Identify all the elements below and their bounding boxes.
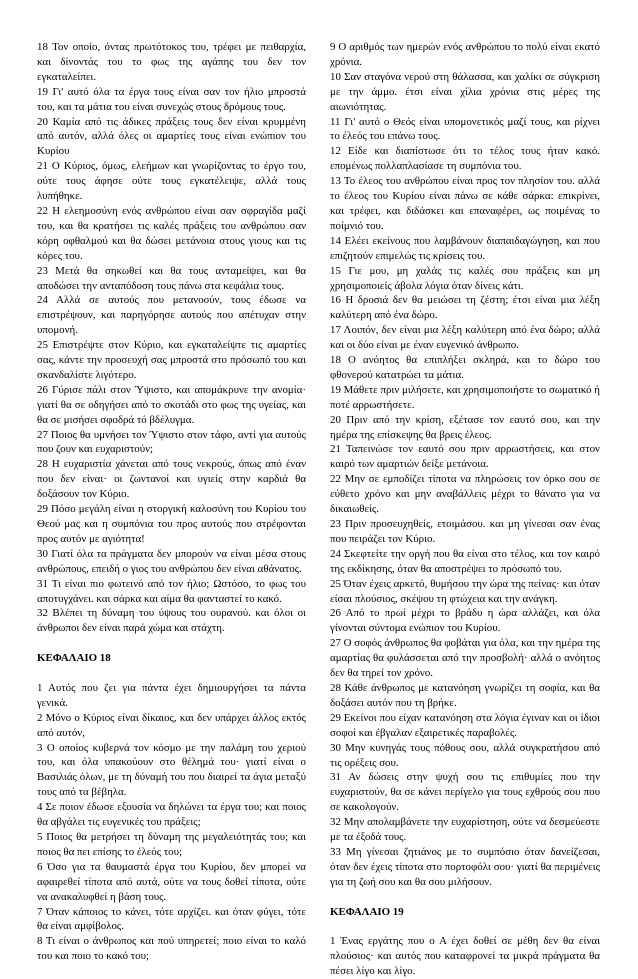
verse-paragraph: 30 Γιατί όλα τα πράγματα δεν μπορούν να είναι μέσα στους ανθρώπους, επειδή ο γιος του ανθρώπου δεν είναι αθάνατος.	[37, 547, 306, 575]
verse-paragraph: 18 Ο ανόητος θα επιπλήξει σκληρά, και το δώρο του φθονερού κατατρώει τα μάτια.	[330, 354, 600, 381]
verse-paragraph: 10 Σαν σταγόνα νερού στη θάλασσα, και χαλίκι σε σύγκριση με την άμμο. έτσι είναι χίλια χρόνια στις μέρες της αιωνιότητας.	[330, 70, 600, 113]
verse-paragraph: 26 Από το πρωί μέχρι το βράδυ η ώρα αλλάζει, και όλα γίνονται σύντομα ενώπιον του Κυρίου.	[330, 607, 600, 635]
verse-paragraph: 30 Μην κυνηγάς τους πόθους σου, αλλά συγκρατήσου από τις ορέξεις σου.	[330, 741, 600, 769]
verse-paragraph: 22 Μην σε εμποδίζει τίποτα να πληρώσεις τον όρκο σου σε εύθετο χρόνο και μην αναβάλλεις μέχρι το θάνατο για να δικαιωθείς.	[330, 473, 600, 516]
verse-paragraph: 20 Πριν από την κρίση, εξέτασε τον εαυτό σου, και την ημέρα της επίσκεψης θα βρεις έλεος.	[330, 413, 600, 441]
chapter-heading: ΚΕΦΑΛΑΙΟ 18	[37, 652, 111, 665]
verse-paragraph: 23 Πριν προσευχηθείς, ετοιμάσου. και μη γίνεσαι σαν ένας που πειράζει τον Κύριο.	[330, 518, 600, 545]
right-column	[330, 40, 600, 979]
verse-paragraph: 28 Η ευχαριστία χάνεται από τους νεκρούς, όπως από έναν που δεν είναι· οι ζωντανοί και υγιείς στην καρδιά θα δοξάσουν τον Κύριο.	[37, 458, 306, 501]
verse-paragraph: 27 Ποιος θα υμνήσει τον Ύψιστο στον τάφο, αντί για αυτούς που ζουν και ευχαριστούν;	[37, 428, 306, 456]
verse-paragraph: 32 Μην απολαμβάνετε την ευχαρίστηση, ούτε να δεσμεύεστε με τα έξοδά τους.	[330, 816, 600, 844]
verse-paragraph: 25 Όταν έχεις αρκετό, θυμήσου την ώρα της πείνας· και όταν είσαι πλούσιος, σκέψου τη φτώχεια και την ανάγκη.	[330, 577, 600, 605]
chapter-heading: ΚΕΦΑΛΑΙΟ 19	[330, 905, 404, 918]
spacer	[330, 919, 600, 934]
verse-paragraph: 12 Είδε και διαπίστωσε ότι το τέλος τους ήταν κακό. επομένως πολλαπλασίασε τη συμπόνια του.	[330, 145, 600, 173]
left-column	[37, 40, 306, 964]
verse-paragraph: 26 Γύρισε πάλι στον Ύψιστο, και απομάκρυνε την ανομία· γιατί θα σε οδηγήσει από το σκοτάδι στο φως της υγείας, και θα σε μισήσει σφοδρά τό βδέλυγμα.	[37, 383, 306, 426]
verse-paragraph: 1 Ένας εργάτης που ο Α έχει δοθεί σε μέθη δεν θα είναι πλούσιος· και αυτός που καταφρονεί τα μικρά πράγματα θα πέσει λίγο και λίγο.	[330, 935, 600, 978]
verse-paragraph: 2 Μόνο ο Κύριος είναι δίκαιος, και δεν υπάρχει άλλος εκτός από αυτόν,	[37, 711, 306, 739]
verse-paragraph: 15 Γιε μου, μη χαλάς τις καλές σου πράξεις και μη χρησιμοποιείς άβολα λόγια όταν δίνεις κάτι.	[330, 264, 600, 292]
verse-paragraph: 25 Επιστρέψτε στον Κύριο, και εγκαταλείψτε τις αμαρτίες σας, κάντε την προσευχή σας μπροστά στο πρόσωπό του και σκανδαλίστε λιγότερο.	[37, 339, 306, 381]
spacer	[330, 890, 600, 905]
verse-paragraph: 18 Τον οποίο, όντας πρωτότοκος του, τρέφει με πειθαρχία, και δίνοντάς του το φως της αγάπης του δεν τον εγκαταλείπει.	[37, 41, 306, 83]
verse-paragraph: 21 Ταπεινώσε τον εαυτό σου πριν αρρωστήσεις, και στον καιρό των αμαρτιών δείξε μετάνοια.	[330, 443, 600, 471]
spacer	[37, 636, 306, 651]
verse-paragraph: 22 Η ελεημοσύνη ενός ανθρώπου είναι σαν σφραγίδα μαζί του, και θα κρατήσει τις καλές πράξεις του ανθρώπου σαν κόρη οφθαλμού και θα δώσει μετάνοια στους γιους και τις κόρες του.	[37, 204, 306, 262]
verse-paragraph: 19 Μάθετε πριν μιλήσετε, και χρησιμοποιήστε το σωματικό ή ποτέ αρρωστήσετε.	[330, 383, 600, 411]
verse-paragraph: 31 Τι είναι πιο φωτεινό από τον ήλιο; Ωστόσο, το φως του αποτυγχάνει. και σάρκα και αίμα θα φανταστεί το κακό.	[37, 577, 306, 605]
verse-paragraph: 31 Αν δώσεις στην ψυχή σου τις επιθυμίες που την ευχαριστούν, θα σε κάνει περίγελο για τους εχθρούς σου που σε κακολογούν.	[330, 771, 600, 814]
verse-paragraph: 33 Μη γίνεσαι ζητιάνος με το συμπόσιο όταν δανείζεσαι, όταν δεν έχεις τίποτα στο πορτοφόλι σου· γιατί θα περιμένεις για τη ζωή σου και θα σου μιλήσουν.	[330, 845, 600, 888]
verse-paragraph: 16 Η δροσιά δεν θα μειώσει τη ζέστη; έτσι είναι μια λέξη καλύτερη από ένα δώρο.	[330, 294, 600, 322]
verse-paragraph: 1 Αυτός που ζει για πάντα έχει δημιουργήσει τα πάντα γενικά.	[37, 681, 306, 709]
verse-paragraph: 14 Ελέει εκείνους που λαμβάνουν διαπαιδαγώγηση, και που επιζητούν επιμελώς τις κρίσεις του.	[330, 234, 600, 262]
verse-paragraph: 24 Σκεφτείτε την οργή που θα είναι στο τέλος, και τον καιρό της εκδίκησης, όταν θα αποστρέψει το πρόσωπό του.	[330, 547, 600, 575]
verse-paragraph: 7 Όταν κάποιος το κάνει, τότε αρχίζει. και όταν φύγει, τότε θα είναι αμφίβολος.	[37, 905, 306, 933]
spacer	[37, 666, 306, 681]
verse-paragraph: 3 Ο οποίος κυβερνά τον κόσμο με την παλάμη του χεριού του, και όλα υπακούουν στο θέλημά του· γιατί είναι ο Βασιλιάς όλων, με τη δύναμή του που διαιρεί τα άγια μεταξύ τους από τα βέβηλα.	[37, 741, 306, 799]
verse-paragraph: 11 Γι' αυτό ο Θεός είναι υπομονετικός μαζί τους, και ρίχνει το έλεός του επάνω τους.	[330, 115, 600, 143]
verse-paragraph: 8 Τι είναι ο άνθρωπος και πού υπηρετεί; ποιο είναι το καλό του και ποιο το κακό του;	[37, 935, 306, 963]
verse-paragraph: 23 Μετά θα σηκωθεί και θα τους ανταμείψει, και θα αποδώσει την ανταπόδοση τους πάνω στα κεφάλια τους.	[37, 264, 306, 292]
verse-paragraph: 27 Ο σοφός άνθρωπος θα φοβάται για όλα, και την ημέρα της αμαρτίας θα φυλάσσεται από την προσβολή· αλλά ο ανόητος δεν θα τηρεί τον χρόνο.	[330, 637, 600, 680]
verse-paragraph: 19 Γι' αυτό όλα τα έργα τους είναι σαν τον ήλιο μπροστά του, και τα μάτια του είναι συνεχώς στους δρόμους τους.	[37, 85, 306, 113]
verse-paragraph: 32 Βλέπει τη δύναμη του ύψους του ουρανού. και όλοι οι άνθρωποι δεν είναι παρά χώμα και στάχτη.	[37, 607, 306, 635]
verse-paragraph: 28 Κάθε άνθρωπος με κατανόηση γνωρίζει τη σοφία, και θα δοξάσει αυτόν που τη βρήκε.	[330, 681, 600, 709]
verse-paragraph: 17 Λοιπόν, δεν είναι μια λέξη καλύτερη από ένα δώρο; αλλά και οι δύο είναι με έναν ευγενικό άνθρωπο.	[330, 324, 600, 352]
verse-paragraph: 9 Ο αριθμός των ημερών ενός ανθρώπου το πολύ είναι εκατό χρόνια.	[330, 41, 600, 68]
verse-paragraph: 13 Το έλεος του ανθρώπου είναι προς τον πλησίον του. αλλά το έλεος του Κυρίου είναι πάνω σε κάθε σάρκα: επικρίνει, και τρέφει, και διδάσκει και επαναφέρει, ως ποιμένας το ποίμνιό του.	[330, 175, 600, 232]
verse-paragraph: 20 Καμία από τις άδικες πράξεις τους δεν είναι κρυμμένη από αυτόν, αλλά όλες οι αμαρτίες τους είναι ενώπιον του Κυρίου	[37, 115, 306, 158]
verse-paragraph: 21 Ο Κύριος, όμως, ελεήμων και γνωρίζοντας το έργο του, ούτε τους άφησε ούτε τους εγκατέλειψε, αλλά τους λυπήθηκε.	[37, 160, 306, 203]
verse-paragraph: 6 Όσο για τα θαυμαστά έργα του Κυρίου, δεν μπορεί να αφαιρεθεί τίποτα από αυτά, ούτε να τους δοθεί τίποτα, ούτε να ανακαλυφθεί η βάση τους.	[37, 860, 306, 903]
verse-paragraph: 29 Εκείνοι που είχαν κατανόηση στα λόγια έγιναν και οι ίδιοι σοφοί και έβγαλαν εξαιρετικές παραβολές.	[330, 711, 600, 739]
verse-paragraph: 4 Σε ποιον έδωσε εξουσία να δηλώνει τα έργα του; και ποιος θα αβγάλει τις ευγενικές του πράξεις;	[37, 801, 306, 829]
verse-paragraph: 24 Αλλά σε αυτούς που μετανοούν, τους έδωσε να επιστρέψουν, και παρηγόρησε αυτούς που απέτυχαν στην υπομονή.	[37, 294, 306, 337]
verse-paragraph: 29 Πόσο μεγάλη είναι η στοργική καλοσύνη του Κυρίου του Θεού μας και η συμπόνια του προς αυτούς που στρέφονται προς αυτόν με αγιότητα!	[37, 503, 306, 545]
verse-paragraph: 5 Ποιος θα μετρήσει τη δύναμη της μεγαλειότητάς του; και ποιος θα πει επίσης το έλεός του;	[37, 831, 306, 858]
